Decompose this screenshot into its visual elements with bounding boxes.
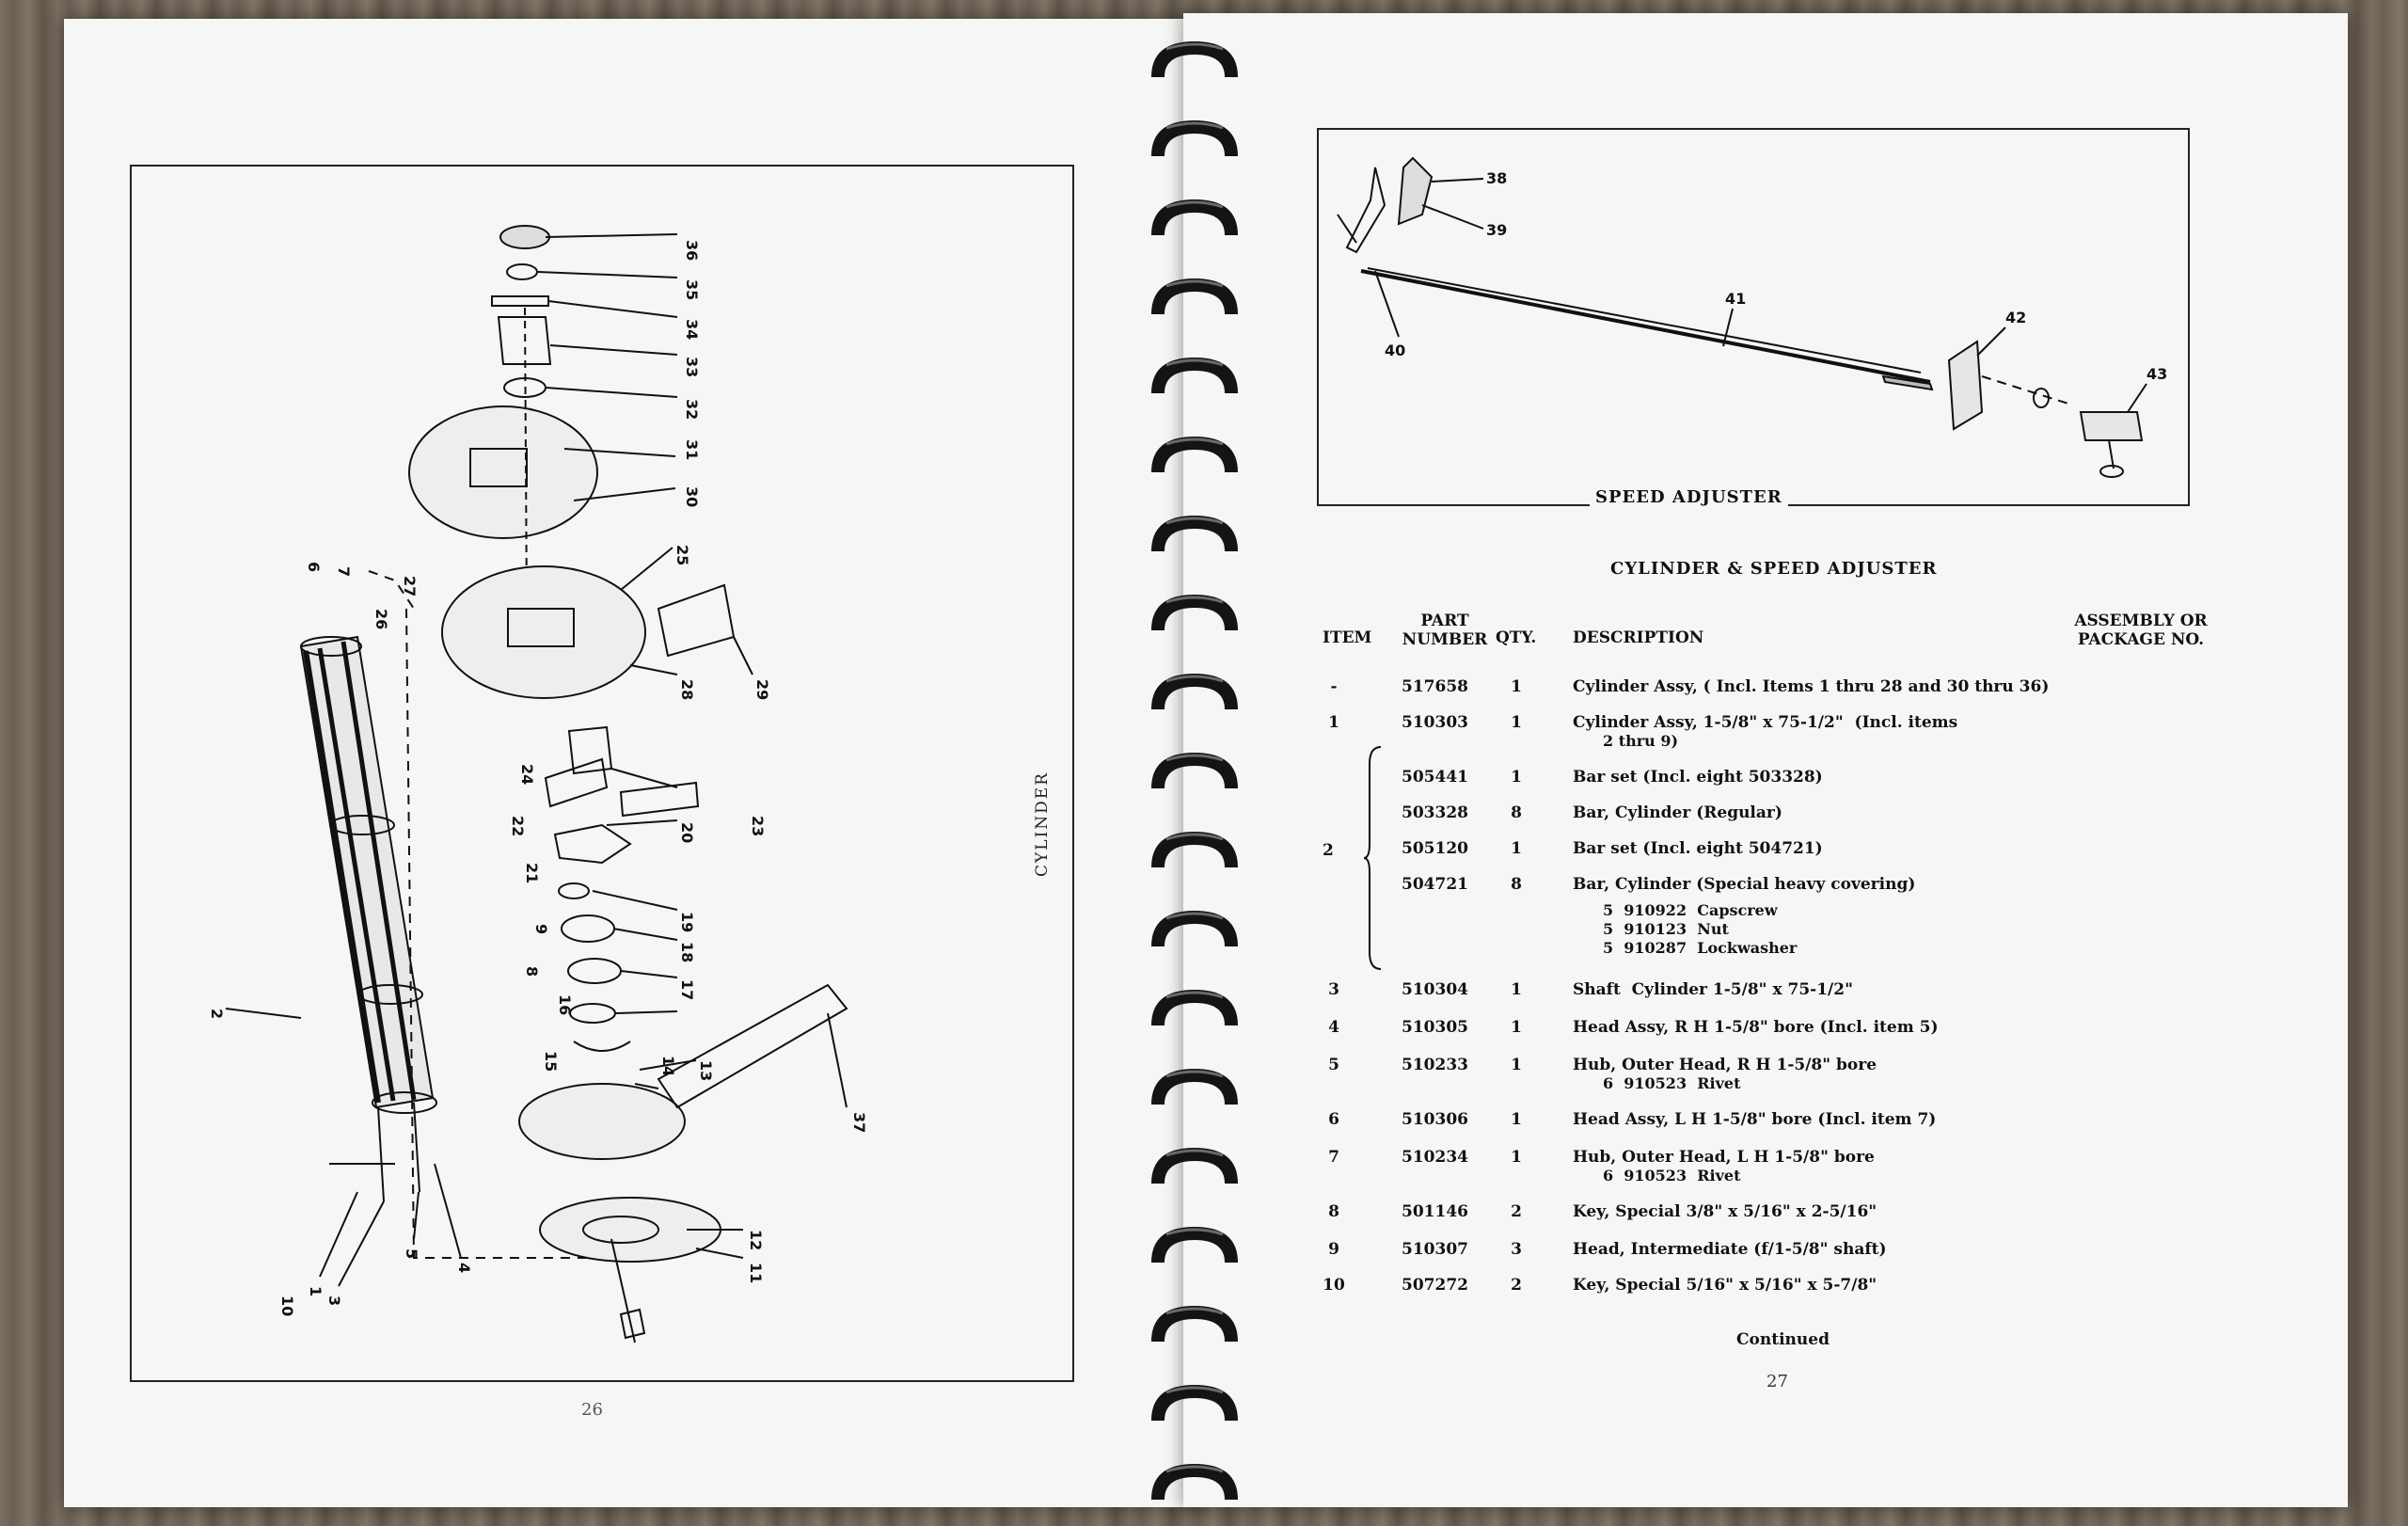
callout-23: 23 — [749, 816, 767, 837]
speed-adjuster-diagram — [1317, 128, 2190, 506]
binding-ring — [1148, 905, 1242, 956]
callout-16: 16 — [556, 994, 574, 1016]
callout-30: 30 — [683, 486, 701, 508]
callout-2: 2 — [208, 1009, 226, 1020]
description-cell: Head, Intermediate (f/1-5/8" shaft) — [1573, 1240, 1887, 1259]
section-title: CYLINDER & SPEED ADJUSTER — [1610, 559, 1938, 579]
table-row — [1183, 803, 2348, 826]
part-number-cell: 510306 — [1402, 1110, 1468, 1129]
callout-32: 32 — [683, 399, 701, 421]
callout-8: 8 — [523, 966, 541, 978]
header-description: DESCRIPTION — [1573, 628, 1704, 647]
description-cell: Hub, Outer Head, L H 1-5/8" bore — [1573, 1148, 1875, 1167]
qty-cell: 8 — [1511, 803, 1522, 822]
item-cell: 8 — [1328, 1202, 1339, 1221]
part-number-cell: 510305 — [1402, 1018, 1468, 1037]
table-row — [1183, 713, 2348, 750]
callout-1: 1 — [307, 1286, 325, 1297]
hardware-nut: 5 910123 Nut — [1603, 920, 1729, 938]
binding-ring — [1148, 431, 1242, 482]
qty-cell: 1 — [1511, 1148, 1522, 1167]
qty-cell: 1 — [1511, 980, 1522, 999]
callout-40: 40 — [1385, 342, 1406, 359]
table-row — [1183, 1056, 2348, 1092]
description-cell: Shaft Cylinder 1-5/8" x 75-1/2" — [1573, 980, 1853, 999]
callout-42: 42 — [2005, 309, 2027, 326]
left-page — [64, 19, 1202, 1507]
callout-5: 5 — [403, 1248, 420, 1260]
right-page — [1183, 13, 2348, 1507]
description-continuation: 6 910523 Rivet — [1603, 1167, 1741, 1184]
part-number-cell: 510234 — [1402, 1148, 1468, 1167]
callout-12: 12 — [747, 1230, 765, 1251]
cylinder-figure-caption: CYLINDER — [1033, 771, 1052, 877]
callout-20: 20 — [678, 822, 696, 844]
table-row — [1183, 980, 2348, 1003]
header-item: ITEM — [1323, 628, 1372, 647]
description-cell: Key, Special 3/8" x 5/16" x 2-5/16" — [1573, 1202, 1877, 1221]
part-number-cell: 510307 — [1402, 1240, 1468, 1259]
item-cell: 1 — [1328, 713, 1339, 732]
binding-ring — [1148, 1379, 1242, 1430]
qty-cell: 1 — [1511, 839, 1522, 858]
item-cell: 7 — [1328, 1148, 1339, 1167]
description-continuation: 6 910523 Rivet — [1603, 1074, 1741, 1092]
binding-ring — [1148, 1063, 1242, 1114]
callout-41: 41 — [1725, 290, 1747, 308]
part-number-cell: 510304 — [1402, 980, 1468, 999]
callout-43: 43 — [2147, 365, 2168, 383]
brace-item-number: 2 — [1323, 841, 1334, 860]
qty-cell: 8 — [1511, 875, 1522, 894]
table-row — [1183, 1202, 2348, 1225]
bracket-brace — [1362, 745, 1385, 971]
continued-label: Continued — [1736, 1330, 1830, 1349]
binding-ring — [1148, 352, 1242, 403]
description-cell: Hub, Outer Head, R H 1-5/8" bore — [1573, 1056, 1877, 1074]
qty-cell: 1 — [1511, 1018, 1522, 1037]
left-page-number: 26 — [581, 1400, 603, 1420]
description-cell: Key, Special 5/16" x 5/16" x 5-7/8" — [1573, 1276, 1877, 1295]
callout-38: 38 — [1486, 169, 1508, 187]
table-row — [1183, 1110, 2348, 1133]
callout-33: 33 — [683, 357, 701, 378]
binding-ring — [1148, 510, 1242, 561]
description-cell: Cylinder Assy, 1-5/8" x 75-1/2" (Incl. items — [1573, 713, 1958, 732]
qty-cell: 1 — [1511, 677, 1522, 696]
callout-28: 28 — [678, 679, 696, 701]
table-row — [1183, 768, 2348, 790]
qty-cell: 1 — [1511, 768, 1522, 787]
callout-18: 18 — [678, 942, 696, 963]
qty-cell: 3 — [1511, 1240, 1522, 1259]
description-cell: Head Assy, L H 1-5/8" bore (Incl. item 7) — [1573, 1110, 1937, 1129]
binding-ring — [1148, 984, 1242, 1035]
binding-ring — [1148, 1142, 1242, 1193]
callout-27: 27 — [401, 576, 419, 597]
hardware-capscrew: 5 910922 Capscrew — [1603, 901, 1778, 919]
binding-ring — [1148, 1221, 1242, 1272]
qty-cell: 2 — [1511, 1276, 1522, 1295]
part-number-cell: 501146 — [1402, 1202, 1468, 1221]
binding-ring — [1148, 36, 1242, 87]
callout-37: 37 — [850, 1112, 868, 1134]
binding-ring — [1148, 1300, 1242, 1351]
part-number-cell: 505120 — [1402, 839, 1468, 858]
spiral-binding — [1133, 0, 1256, 1526]
table-row — [1183, 677, 2348, 700]
callout-39: 39 — [1486, 221, 1508, 239]
speed-adjuster-drawing — [1319, 130, 2188, 504]
callout-14: 14 — [659, 1056, 677, 1077]
part-number-cell: 517658 — [1402, 677, 1468, 696]
item-cell: - — [1330, 677, 1338, 696]
binding-ring — [1148, 1458, 1242, 1509]
callout-3: 3 — [325, 1296, 343, 1307]
binding-ring — [1148, 589, 1242, 640]
callout-17: 17 — [678, 979, 696, 1001]
callout-21: 21 — [523, 863, 541, 884]
binding-ring — [1148, 826, 1242, 877]
binding-ring — [1148, 273, 1242, 324]
qty-cell: 1 — [1511, 1110, 1522, 1129]
callout-9: 9 — [532, 924, 550, 935]
part-number-cell: 503328 — [1402, 803, 1468, 822]
table-row — [1183, 1148, 2348, 1184]
binding-ring — [1148, 747, 1242, 798]
callout-11: 11 — [747, 1263, 765, 1284]
callout-31: 31 — [683, 439, 701, 461]
hardware-lockwasher: 5 910287 Lockwasher — [1603, 939, 1798, 957]
table-row — [1183, 1018, 2348, 1041]
part-number-cell: 507272 — [1402, 1276, 1468, 1295]
part-number-cell: 504721 — [1402, 875, 1468, 894]
item-cell: 9 — [1328, 1240, 1339, 1259]
description-continuation: 2 thru 9) — [1603, 732, 1679, 750]
item-cell: 3 — [1328, 980, 1339, 999]
binding-ring — [1148, 115, 1242, 166]
qty-cell: 2 — [1511, 1202, 1522, 1221]
table-row — [1183, 1276, 2348, 1298]
callout-6: 6 — [305, 562, 323, 573]
callout-29: 29 — [753, 679, 771, 701]
table-row — [1183, 875, 2348, 898]
callout-25: 25 — [673, 545, 691, 566]
header-part-number: PART NUMBER — [1402, 612, 1488, 649]
part-number-cell: 510233 — [1402, 1056, 1468, 1074]
callout-36: 36 — [683, 240, 701, 262]
description-cell: Bar set (Incl. eight 504721) — [1573, 839, 1823, 858]
description-cell: Bar set (Incl. eight 503328) — [1573, 768, 1823, 787]
item-cell: 6 — [1328, 1110, 1339, 1129]
callout-4: 4 — [455, 1263, 473, 1274]
part-number-cell: 505441 — [1402, 768, 1468, 787]
callout-34: 34 — [683, 319, 701, 341]
callout-24: 24 — [518, 764, 536, 786]
description-cell: Bar, Cylinder (Special heavy covering) — [1573, 875, 1916, 894]
binding-ring — [1148, 194, 1242, 245]
item-cell: 5 — [1328, 1056, 1339, 1074]
description-cell: Head Assy, R H 1-5/8" bore (Incl. item 5) — [1573, 1018, 1939, 1037]
item-cell: 10 — [1323, 1276, 1345, 1295]
callout-22: 22 — [509, 816, 527, 837]
speed-adjuster-caption: SPEED ADJUSTER — [1590, 487, 1788, 507]
cylinder-diagram-drawing — [132, 167, 1072, 1380]
right-page-number: 27 — [1766, 1372, 1788, 1391]
callout-15: 15 — [542, 1051, 560, 1073]
description-cell: Cylinder Assy, ( Incl. Items 1 thru 28 and 30 thru 36) — [1573, 677, 2050, 696]
item-cell: 4 — [1328, 1018, 1339, 1037]
binding-ring — [1148, 668, 1242, 719]
part-number-cell: 510303 — [1402, 713, 1468, 732]
callout-35: 35 — [683, 279, 701, 301]
table-row — [1183, 839, 2348, 862]
callout-26: 26 — [372, 609, 390, 630]
table-row — [1183, 1240, 2348, 1263]
header-qty: QTY. — [1496, 628, 1537, 647]
callout-19: 19 — [678, 912, 696, 933]
description-cell: Bar, Cylinder (Regular) — [1573, 803, 1782, 822]
callout-7: 7 — [335, 566, 353, 578]
qty-cell: 1 — [1511, 1056, 1522, 1074]
callout-13: 13 — [697, 1060, 715, 1082]
cylinder-exploded-diagram — [130, 165, 1074, 1382]
header-assembly-package: ASSEMBLY OR PACKAGE NO. — [2074, 612, 2208, 649]
callout-10: 10 — [278, 1296, 296, 1317]
qty-cell: 1 — [1511, 713, 1522, 732]
